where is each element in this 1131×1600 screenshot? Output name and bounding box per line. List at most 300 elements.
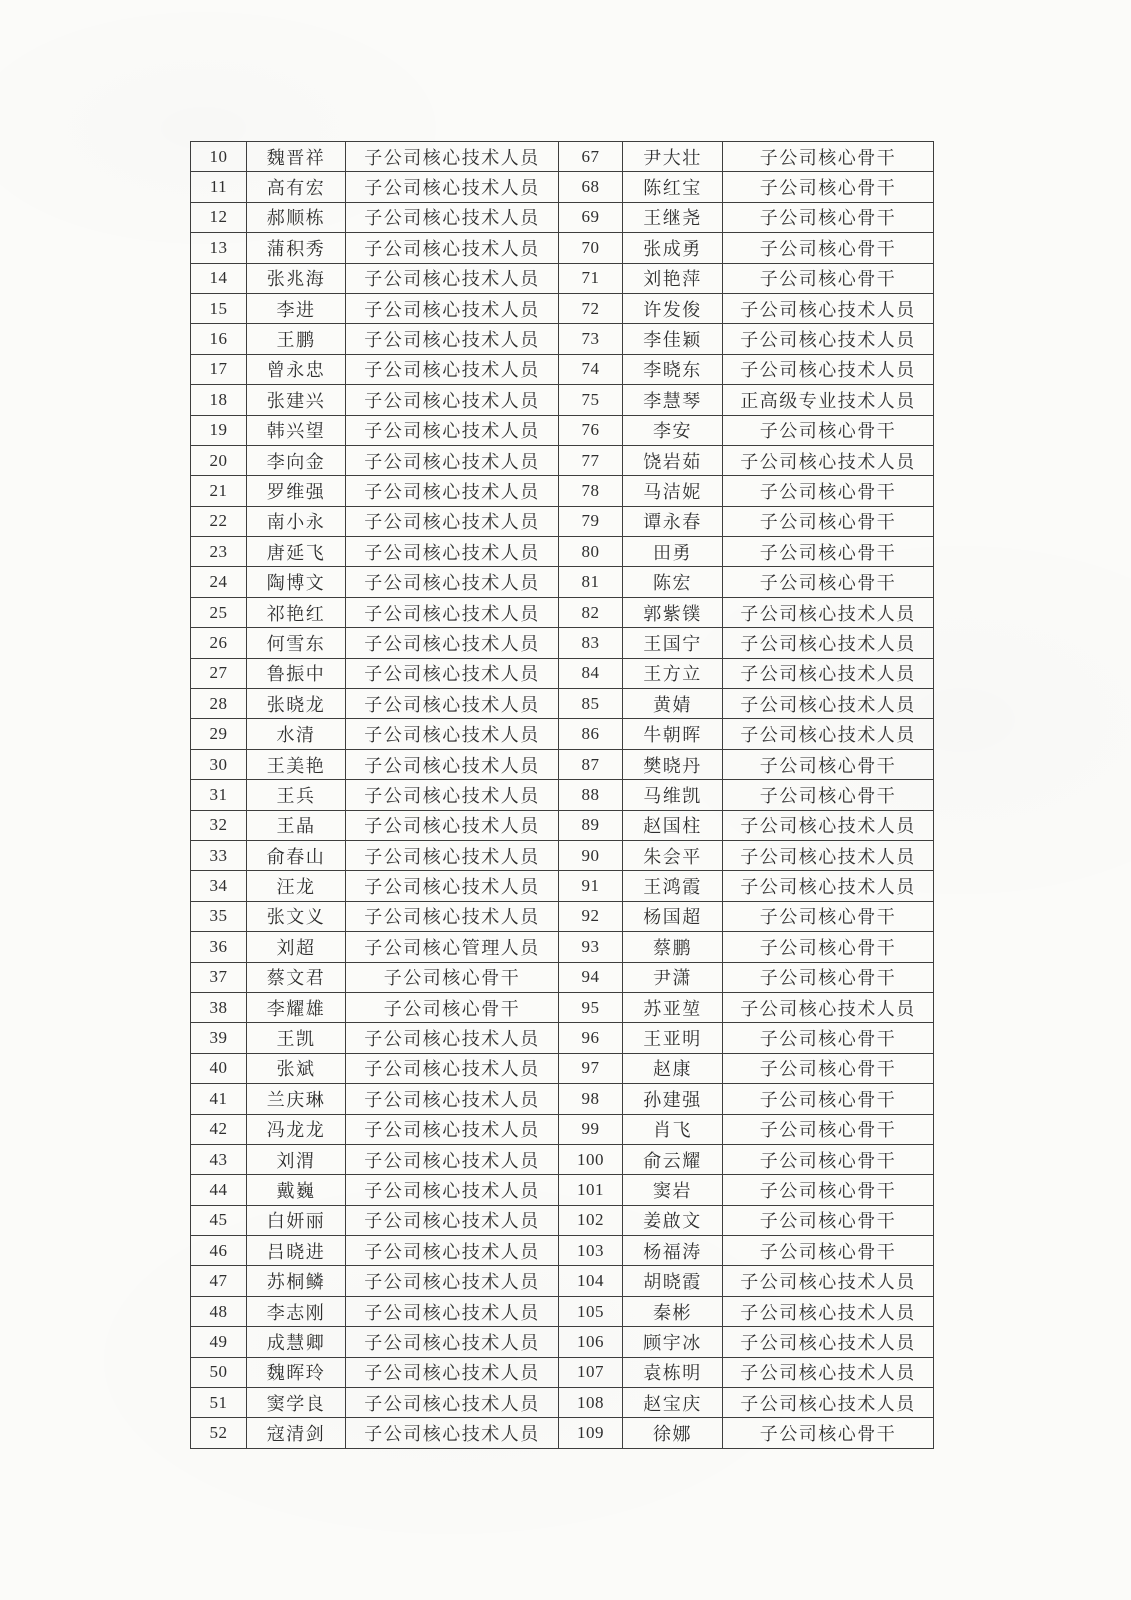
cell-title-left: 子公司核心技术人员 bbox=[346, 871, 559, 901]
cell-title-left: 子公司核心技术人员 bbox=[346, 1296, 559, 1326]
cell-index-left: 43 bbox=[191, 1144, 247, 1174]
cell-title-right: 子公司核心技术人员 bbox=[723, 658, 934, 688]
cell-index-left: 19 bbox=[191, 415, 247, 445]
table-row bbox=[191, 719, 934, 749]
cell-index-left: 10 bbox=[191, 142, 247, 172]
cell-title-right: 子公司核心骨干 bbox=[723, 1236, 934, 1266]
cell-title-left: 子公司核心技术人员 bbox=[346, 1205, 559, 1235]
cell-title-left: 子公司核心技术人员 bbox=[346, 202, 559, 232]
cell-title-left: 子公司核心技术人员 bbox=[346, 780, 559, 810]
cell-title-left: 子公司核心技术人员 bbox=[346, 172, 559, 202]
cell-name-left: 李进 bbox=[247, 293, 346, 323]
cell-title-right: 子公司核心技术人员 bbox=[723, 810, 934, 840]
table-row bbox=[191, 749, 934, 779]
cell-index-left: 45 bbox=[191, 1205, 247, 1235]
cell-index-right: 106 bbox=[559, 1327, 623, 1357]
cell-title-left: 子公司核心技术人员 bbox=[346, 415, 559, 445]
cell-index-right: 68 bbox=[559, 172, 623, 202]
cell-title-right: 子公司核心骨干 bbox=[723, 901, 934, 931]
cell-index-right: 96 bbox=[559, 1023, 623, 1053]
cell-title-left: 子公司核心技术人员 bbox=[346, 810, 559, 840]
cell-index-left: 41 bbox=[191, 1084, 247, 1114]
cell-title-left: 子公司核心技术人员 bbox=[346, 293, 559, 323]
cell-title-right: 子公司核心技术人员 bbox=[723, 840, 934, 870]
table-row bbox=[191, 840, 934, 870]
cell-name-left: 苏桐鳞 bbox=[247, 1266, 346, 1296]
cell-title-right: 子公司核心骨干 bbox=[723, 506, 934, 536]
cell-name-left: 李志刚 bbox=[247, 1296, 346, 1326]
table-row bbox=[191, 1023, 934, 1053]
table-row bbox=[191, 992, 934, 1022]
cell-title-left: 子公司核心技术人员 bbox=[346, 142, 559, 172]
table-row bbox=[191, 567, 934, 597]
cell-title-right: 子公司核心骨干 bbox=[723, 142, 934, 172]
cell-index-left: 35 bbox=[191, 901, 247, 931]
cell-title-left: 子公司核心技术人员 bbox=[346, 445, 559, 475]
table-row bbox=[191, 1205, 934, 1235]
cell-index-left: 49 bbox=[191, 1327, 247, 1357]
cell-title-left: 子公司核心技术人员 bbox=[346, 689, 559, 719]
cell-name-right: 许发俊 bbox=[623, 293, 723, 323]
cell-name-right: 马洁妮 bbox=[623, 476, 723, 506]
cell-title-left: 子公司核心骨干 bbox=[346, 962, 559, 992]
cell-index-left: 32 bbox=[191, 810, 247, 840]
cell-title-right: 子公司核心技术人员 bbox=[723, 992, 934, 1022]
cell-index-left: 31 bbox=[191, 780, 247, 810]
cell-title-left: 子公司核心技术人员 bbox=[346, 506, 559, 536]
cell-name-left: 王美艳 bbox=[247, 749, 346, 779]
cell-title-left: 子公司核心技术人员 bbox=[346, 1266, 559, 1296]
cell-title-right: 子公司核心技术人员 bbox=[723, 354, 934, 384]
cell-title-right: 子公司核心技术人员 bbox=[723, 1327, 934, 1357]
table-row bbox=[191, 385, 934, 415]
cell-title-right: 子公司核心技术人员 bbox=[723, 871, 934, 901]
table-row bbox=[191, 1053, 934, 1083]
cell-name-right: 秦彬 bbox=[623, 1296, 723, 1326]
cell-name-right: 蔡鹏 bbox=[623, 932, 723, 962]
cell-name-right: 牛朝晖 bbox=[623, 719, 723, 749]
cell-index-right: 104 bbox=[559, 1266, 623, 1296]
cell-index-right: 97 bbox=[559, 1053, 623, 1083]
table-row bbox=[191, 689, 934, 719]
cell-name-left: 刘渭 bbox=[247, 1144, 346, 1174]
cell-name-right: 赵康 bbox=[623, 1053, 723, 1083]
cell-title-left: 子公司核心技术人员 bbox=[346, 1357, 559, 1387]
table-row bbox=[191, 233, 934, 263]
cell-title-right: 子公司核心骨干 bbox=[723, 932, 934, 962]
cell-index-right: 74 bbox=[559, 354, 623, 384]
cell-index-right: 94 bbox=[559, 962, 623, 992]
cell-name-right: 姜啟文 bbox=[623, 1205, 723, 1235]
cell-name-left: 李耀雄 bbox=[247, 992, 346, 1022]
cell-index-left: 24 bbox=[191, 567, 247, 597]
cell-name-left: 张建兴 bbox=[247, 385, 346, 415]
cell-name-left: 张晓龙 bbox=[247, 689, 346, 719]
cell-name-right: 尹潇 bbox=[623, 962, 723, 992]
cell-index-left: 13 bbox=[191, 233, 247, 263]
cell-name-right: 袁栋明 bbox=[623, 1357, 723, 1387]
cell-index-right: 101 bbox=[559, 1175, 623, 1205]
cell-index-left: 36 bbox=[191, 932, 247, 962]
cell-name-right: 王鸿霞 bbox=[623, 871, 723, 901]
cell-index-left: 27 bbox=[191, 658, 247, 688]
table-row bbox=[191, 1357, 934, 1387]
cell-title-left: 子公司核心技术人员 bbox=[346, 1388, 559, 1418]
cell-title-right: 正高级专业技术人员 bbox=[723, 385, 934, 415]
cell-title-left: 子公司核心管理人员 bbox=[346, 932, 559, 962]
cell-name-right: 刘艳萍 bbox=[623, 263, 723, 293]
cell-title-right: 子公司核心骨干 bbox=[723, 263, 934, 293]
cell-index-right: 71 bbox=[559, 263, 623, 293]
cell-name-right: 肖飞 bbox=[623, 1114, 723, 1144]
cell-index-right: 87 bbox=[559, 749, 623, 779]
cell-name-left: 祁艳红 bbox=[247, 597, 346, 627]
table-row bbox=[191, 932, 934, 962]
cell-title-right: 子公司核心技术人员 bbox=[723, 1388, 934, 1418]
cell-title-left: 子公司核心技术人员 bbox=[346, 901, 559, 931]
cell-index-right: 76 bbox=[559, 415, 623, 445]
table-row bbox=[191, 172, 934, 202]
cell-title-left: 子公司核心技术人员 bbox=[346, 1023, 559, 1053]
cell-index-left: 15 bbox=[191, 293, 247, 323]
cell-title-right: 子公司核心技术人员 bbox=[723, 445, 934, 475]
cell-name-right: 李安 bbox=[623, 415, 723, 445]
cell-index-left: 46 bbox=[191, 1236, 247, 1266]
cell-index-right: 83 bbox=[559, 628, 623, 658]
cell-name-right: 陈红宝 bbox=[623, 172, 723, 202]
cell-index-right: 77 bbox=[559, 445, 623, 475]
cell-title-right: 子公司核心骨干 bbox=[723, 1144, 934, 1174]
cell-index-left: 26 bbox=[191, 628, 247, 658]
cell-index-right: 95 bbox=[559, 992, 623, 1022]
cell-title-right: 子公司核心技术人员 bbox=[723, 689, 934, 719]
cell-index-left: 17 bbox=[191, 354, 247, 384]
cell-index-right: 91 bbox=[559, 871, 623, 901]
cell-name-left: 何雪东 bbox=[247, 628, 346, 658]
cell-name-right: 田勇 bbox=[623, 537, 723, 567]
cell-index-left: 51 bbox=[191, 1388, 247, 1418]
cell-title-right: 子公司核心骨干 bbox=[723, 537, 934, 567]
table-row bbox=[191, 901, 934, 931]
table-row bbox=[191, 476, 934, 506]
cell-index-left: 23 bbox=[191, 537, 247, 567]
cell-name-right: 杨国超 bbox=[623, 901, 723, 931]
cell-name-right: 张成勇 bbox=[623, 233, 723, 263]
cell-index-left: 14 bbox=[191, 263, 247, 293]
cell-index-right: 85 bbox=[559, 689, 623, 719]
cell-index-left: 30 bbox=[191, 749, 247, 779]
cell-name-right: 樊晓丹 bbox=[623, 749, 723, 779]
cell-name-left: 刘超 bbox=[247, 932, 346, 962]
cell-index-left: 44 bbox=[191, 1175, 247, 1205]
cell-title-right: 子公司核心骨干 bbox=[723, 1114, 934, 1144]
cell-index-right: 100 bbox=[559, 1144, 623, 1174]
table-row bbox=[191, 1084, 934, 1114]
cell-index-right: 84 bbox=[559, 658, 623, 688]
table-row bbox=[191, 810, 934, 840]
table-row bbox=[191, 1114, 934, 1144]
cell-name-right: 窦岩 bbox=[623, 1175, 723, 1205]
cell-title-right: 子公司核心骨干 bbox=[723, 567, 934, 597]
table-row bbox=[191, 415, 934, 445]
cell-index-left: 38 bbox=[191, 992, 247, 1022]
cell-name-left: 高有宏 bbox=[247, 172, 346, 202]
cell-title-left: 子公司核心技术人员 bbox=[346, 263, 559, 293]
cell-title-left: 子公司核心技术人员 bbox=[346, 324, 559, 354]
cell-title-right: 子公司核心技术人员 bbox=[723, 1296, 934, 1326]
cell-name-right: 王国宁 bbox=[623, 628, 723, 658]
cell-name-right: 黄婧 bbox=[623, 689, 723, 719]
cell-index-right: 78 bbox=[559, 476, 623, 506]
cell-title-right: 子公司核心技术人员 bbox=[723, 1266, 934, 1296]
cell-name-left: 戴巍 bbox=[247, 1175, 346, 1205]
cell-index-left: 37 bbox=[191, 962, 247, 992]
cell-name-right: 顾宇冰 bbox=[623, 1327, 723, 1357]
cell-name-left: 兰庆琳 bbox=[247, 1084, 346, 1114]
cell-index-right: 99 bbox=[559, 1114, 623, 1144]
cell-name-left: 唐延飞 bbox=[247, 537, 346, 567]
cell-title-right: 子公司核心骨干 bbox=[723, 202, 934, 232]
table-row bbox=[191, 1327, 934, 1357]
cell-index-right: 105 bbox=[559, 1296, 623, 1326]
cell-title-left: 子公司核心技术人员 bbox=[346, 719, 559, 749]
roster-table-body bbox=[191, 142, 934, 1449]
table-row bbox=[191, 1144, 934, 1174]
cell-index-right: 86 bbox=[559, 719, 623, 749]
cell-name-right: 苏亚堃 bbox=[623, 992, 723, 1022]
cell-title-left: 子公司核心技术人员 bbox=[346, 354, 559, 384]
cell-name-left: 鲁振中 bbox=[247, 658, 346, 688]
cell-title-right: 子公司核心技术人员 bbox=[723, 1357, 934, 1387]
cell-index-left: 25 bbox=[191, 597, 247, 627]
cell-name-left: 寇清剑 bbox=[247, 1418, 346, 1449]
cell-name-left: 张兆海 bbox=[247, 263, 346, 293]
cell-index-right: 103 bbox=[559, 1236, 623, 1266]
cell-index-left: 40 bbox=[191, 1053, 247, 1083]
cell-title-right: 子公司核心骨干 bbox=[723, 780, 934, 810]
cell-index-right: 79 bbox=[559, 506, 623, 536]
cell-name-right: 孙建强 bbox=[623, 1084, 723, 1114]
cell-title-right: 子公司核心骨干 bbox=[723, 476, 934, 506]
cell-name-right: 郭紫镤 bbox=[623, 597, 723, 627]
table-row bbox=[191, 658, 934, 688]
cell-name-left: 成慧卿 bbox=[247, 1327, 346, 1357]
cell-title-left: 子公司核心技术人员 bbox=[346, 537, 559, 567]
cell-name-left: 陶博文 bbox=[247, 567, 346, 597]
cell-title-left: 子公司核心技术人员 bbox=[346, 1327, 559, 1357]
cell-title-left: 子公司核心技术人员 bbox=[346, 658, 559, 688]
table-row bbox=[191, 1388, 934, 1418]
table-row bbox=[191, 202, 934, 232]
cell-title-left: 子公司核心技术人员 bbox=[346, 567, 559, 597]
cell-index-right: 73 bbox=[559, 324, 623, 354]
cell-index-right: 88 bbox=[559, 780, 623, 810]
cell-name-right: 陈宏 bbox=[623, 567, 723, 597]
cell-index-left: 22 bbox=[191, 506, 247, 536]
cell-name-left: 蔡文君 bbox=[247, 962, 346, 992]
cell-index-right: 70 bbox=[559, 233, 623, 263]
cell-name-left: 白妍丽 bbox=[247, 1205, 346, 1235]
table-row bbox=[191, 354, 934, 384]
cell-index-left: 39 bbox=[191, 1023, 247, 1053]
cell-index-right: 93 bbox=[559, 932, 623, 962]
personnel-roster-table bbox=[190, 141, 934, 1449]
cell-title-left: 子公司核心技术人员 bbox=[346, 597, 559, 627]
cell-title-left: 子公司核心技术人员 bbox=[346, 1418, 559, 1449]
cell-title-left: 子公司核心技术人员 bbox=[346, 1144, 559, 1174]
cell-name-right: 朱会平 bbox=[623, 840, 723, 870]
cell-name-right: 饶岩茹 bbox=[623, 445, 723, 475]
cell-name-right: 李晓东 bbox=[623, 354, 723, 384]
table-row bbox=[191, 263, 934, 293]
table-row bbox=[191, 597, 934, 627]
cell-title-right: 子公司核心骨干 bbox=[723, 172, 934, 202]
cell-index-left: 29 bbox=[191, 719, 247, 749]
cell-index-left: 18 bbox=[191, 385, 247, 415]
cell-index-right: 102 bbox=[559, 1205, 623, 1235]
cell-name-right: 赵国柱 bbox=[623, 810, 723, 840]
cell-title-left: 子公司核心技术人员 bbox=[346, 1114, 559, 1144]
cell-index-left: 12 bbox=[191, 202, 247, 232]
cell-index-right: 109 bbox=[559, 1418, 623, 1449]
cell-title-left: 子公司核心技术人员 bbox=[346, 628, 559, 658]
cell-title-right: 子公司核心骨干 bbox=[723, 749, 934, 779]
cell-name-left: 魏晋祥 bbox=[247, 142, 346, 172]
cell-name-right: 俞云耀 bbox=[623, 1144, 723, 1174]
table-row bbox=[191, 1266, 934, 1296]
cell-title-left: 子公司核心技术人员 bbox=[346, 233, 559, 263]
cell-name-left: 冯龙龙 bbox=[247, 1114, 346, 1144]
table-row bbox=[191, 293, 934, 323]
cell-name-right: 李慧琴 bbox=[623, 385, 723, 415]
cell-name-right: 王方立 bbox=[623, 658, 723, 688]
cell-name-left: 蒲积秀 bbox=[247, 233, 346, 263]
cell-name-left: 郝顺栋 bbox=[247, 202, 346, 232]
cell-name-right: 胡晓霞 bbox=[623, 1266, 723, 1296]
cell-index-left: 21 bbox=[191, 476, 247, 506]
cell-title-right: 子公司核心骨干 bbox=[723, 233, 934, 263]
cell-title-right: 子公司核心骨干 bbox=[723, 415, 934, 445]
table-row bbox=[191, 1236, 934, 1266]
cell-title-left: 子公司核心技术人员 bbox=[346, 1236, 559, 1266]
cell-index-right: 72 bbox=[559, 293, 623, 323]
cell-name-left: 吕晓进 bbox=[247, 1236, 346, 1266]
cell-index-right: 67 bbox=[559, 142, 623, 172]
cell-title-right: 子公司核心骨干 bbox=[723, 1023, 934, 1053]
cell-name-left: 韩兴望 bbox=[247, 415, 346, 445]
cell-index-right: 107 bbox=[559, 1357, 623, 1387]
cell-name-right: 谭永春 bbox=[623, 506, 723, 536]
cell-name-left: 南小永 bbox=[247, 506, 346, 536]
cell-name-left: 王晶 bbox=[247, 810, 346, 840]
cell-index-right: 98 bbox=[559, 1084, 623, 1114]
table-row bbox=[191, 142, 934, 172]
cell-name-left: 曾永忠 bbox=[247, 354, 346, 384]
cell-name-right: 马维凯 bbox=[623, 780, 723, 810]
cell-name-left: 罗维强 bbox=[247, 476, 346, 506]
cell-index-right: 92 bbox=[559, 901, 623, 931]
table-row bbox=[191, 871, 934, 901]
cell-title-right: 子公司核心技术人员 bbox=[723, 324, 934, 354]
cell-title-right: 子公司核心骨干 bbox=[723, 962, 934, 992]
cell-index-left: 28 bbox=[191, 689, 247, 719]
cell-title-right: 子公司核心技术人员 bbox=[723, 628, 934, 658]
cell-title-right: 子公司核心骨干 bbox=[723, 1053, 934, 1083]
cell-title-left: 子公司核心技术人员 bbox=[346, 476, 559, 506]
table-row bbox=[191, 324, 934, 354]
cell-title-left: 子公司核心技术人员 bbox=[346, 385, 559, 415]
cell-name-right: 徐娜 bbox=[623, 1418, 723, 1449]
cell-name-right: 杨福涛 bbox=[623, 1236, 723, 1266]
table-row bbox=[191, 537, 934, 567]
cell-title-left: 子公司核心技术人员 bbox=[346, 749, 559, 779]
cell-index-left: 16 bbox=[191, 324, 247, 354]
cell-index-left: 52 bbox=[191, 1418, 247, 1449]
table-row bbox=[191, 445, 934, 475]
cell-index-left: 34 bbox=[191, 871, 247, 901]
table-row bbox=[191, 780, 934, 810]
cell-title-right: 子公司核心技术人员 bbox=[723, 293, 934, 323]
table-row bbox=[191, 628, 934, 658]
cell-name-left: 俞春山 bbox=[247, 840, 346, 870]
cell-title-right: 子公司核心技术人员 bbox=[723, 597, 934, 627]
cell-index-right: 80 bbox=[559, 537, 623, 567]
cell-title-left: 子公司核心骨干 bbox=[346, 992, 559, 1022]
cell-index-right: 75 bbox=[559, 385, 623, 415]
cell-name-left: 李向金 bbox=[247, 445, 346, 475]
cell-index-right: 82 bbox=[559, 597, 623, 627]
cell-index-left: 20 bbox=[191, 445, 247, 475]
cell-name-left: 窦学良 bbox=[247, 1388, 346, 1418]
cell-index-left: 33 bbox=[191, 840, 247, 870]
cell-name-left: 魏晖玲 bbox=[247, 1357, 346, 1387]
cell-name-left: 张斌 bbox=[247, 1053, 346, 1083]
table-row bbox=[191, 962, 934, 992]
cell-index-right: 89 bbox=[559, 810, 623, 840]
cell-name-left: 王凯 bbox=[247, 1023, 346, 1053]
cell-name-left: 王兵 bbox=[247, 780, 346, 810]
cell-title-right: 子公司核心骨干 bbox=[723, 1418, 934, 1449]
cell-index-left: 47 bbox=[191, 1266, 247, 1296]
table-row bbox=[191, 1175, 934, 1205]
table-row bbox=[191, 1296, 934, 1326]
cell-title-left: 子公司核心技术人员 bbox=[346, 1053, 559, 1083]
cell-name-left: 水清 bbox=[247, 719, 346, 749]
cell-index-left: 48 bbox=[191, 1296, 247, 1326]
cell-name-left: 王鹏 bbox=[247, 324, 346, 354]
cell-title-right: 子公司核心技术人员 bbox=[723, 719, 934, 749]
cell-name-right: 赵宝庆 bbox=[623, 1388, 723, 1418]
cell-index-right: 108 bbox=[559, 1388, 623, 1418]
cell-name-right: 王继尧 bbox=[623, 202, 723, 232]
cell-title-right: 子公司核心骨干 bbox=[723, 1175, 934, 1205]
cell-title-left: 子公司核心技术人员 bbox=[346, 1084, 559, 1114]
cell-index-left: 42 bbox=[191, 1114, 247, 1144]
cell-index-right: 81 bbox=[559, 567, 623, 597]
cell-index-right: 90 bbox=[559, 840, 623, 870]
cell-name-left: 张文义 bbox=[247, 901, 346, 931]
table-row bbox=[191, 506, 934, 536]
cell-title-right: 子公司核心骨干 bbox=[723, 1205, 934, 1235]
cell-index-right: 69 bbox=[559, 202, 623, 232]
cell-title-left: 子公司核心技术人员 bbox=[346, 840, 559, 870]
cell-name-left: 汪龙 bbox=[247, 871, 346, 901]
cell-title-left: 子公司核心技术人员 bbox=[346, 1175, 559, 1205]
cell-index-left: 50 bbox=[191, 1357, 247, 1387]
cell-title-right: 子公司核心骨干 bbox=[723, 1084, 934, 1114]
cell-index-left: 11 bbox=[191, 172, 247, 202]
cell-name-right: 王亚明 bbox=[623, 1023, 723, 1053]
